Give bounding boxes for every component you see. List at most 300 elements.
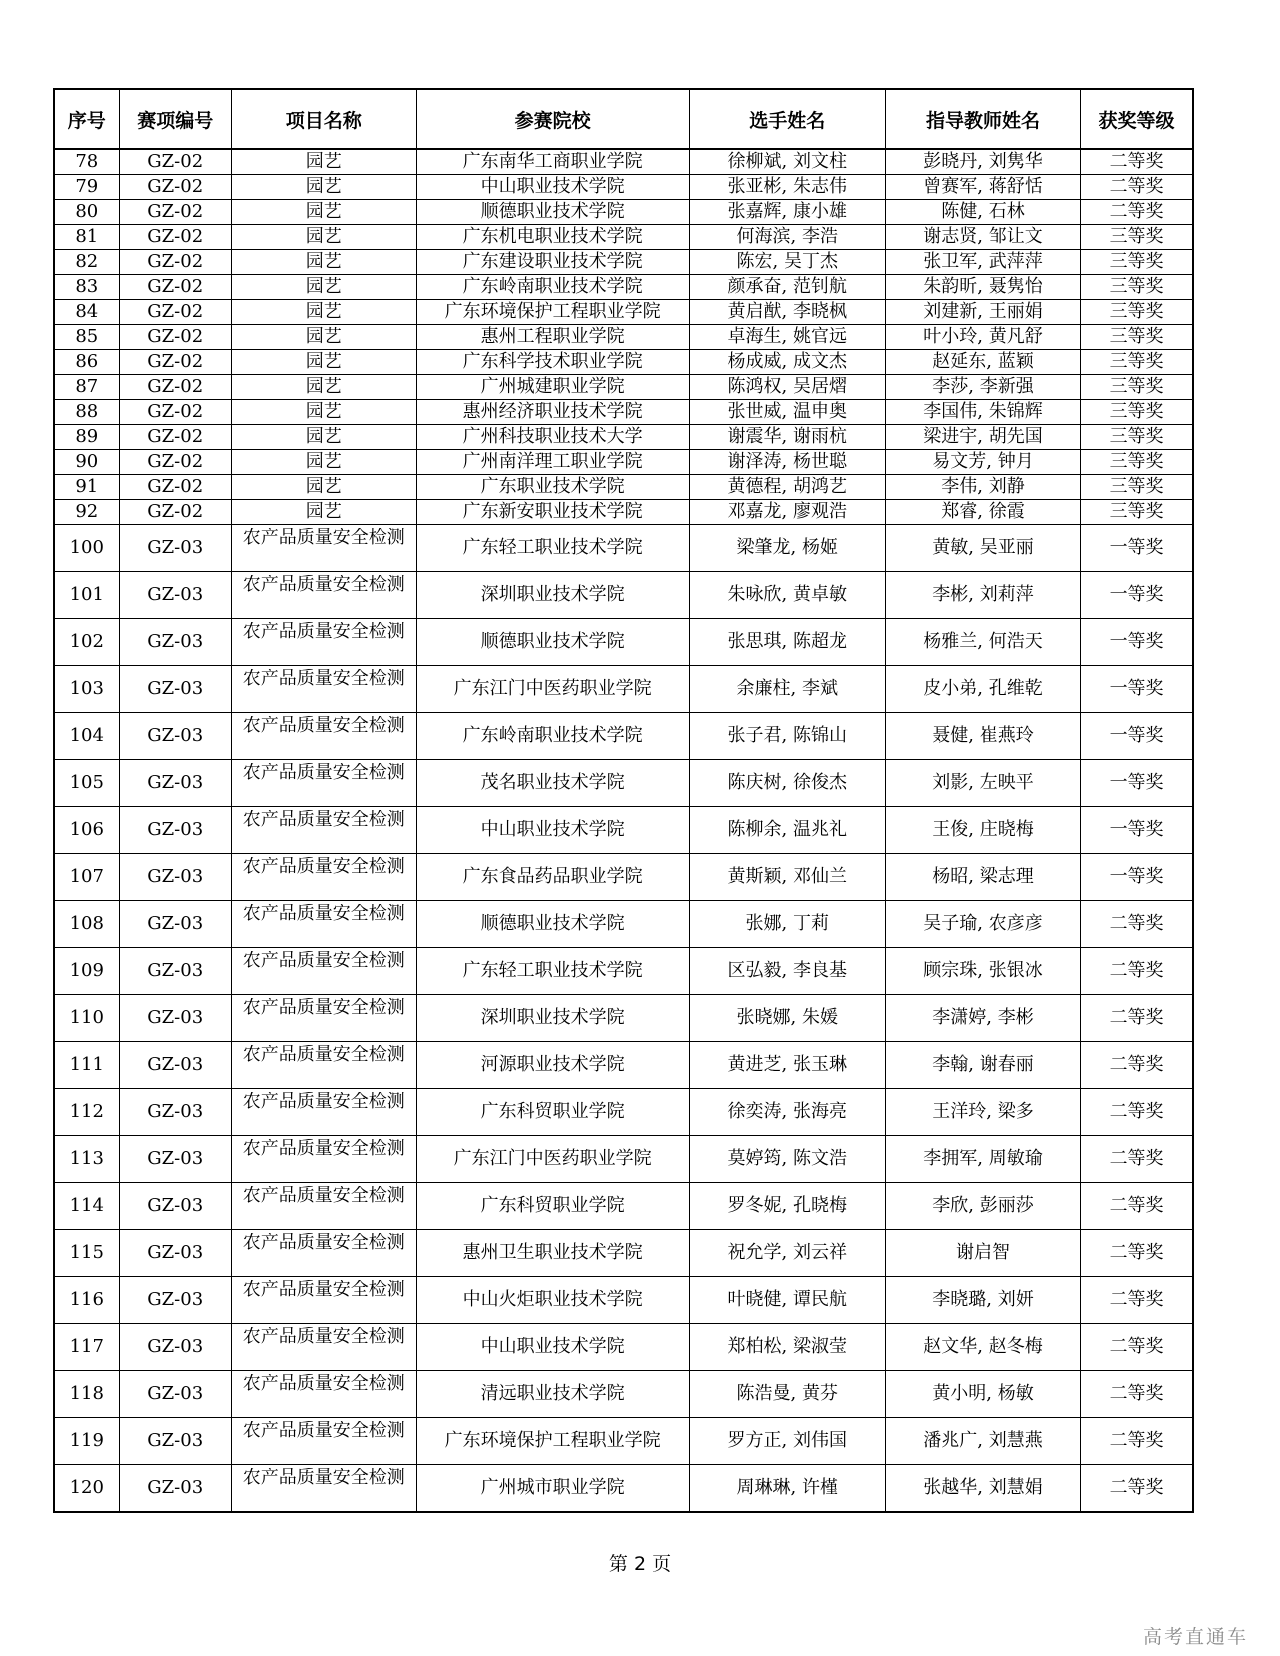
cell-award-level: 二等奖 (1081, 948, 1193, 995)
cell-contestants: 张晓娜, 朱媛 (689, 995, 885, 1042)
cell-event-code: GZ-03 (119, 713, 231, 760)
header-index: 序号 (54, 89, 119, 149)
table-row (54, 1089, 1193, 1136)
cell-school: 惠州工程职业学院 (416, 325, 689, 350)
cell-school: 中山职业技术学院 (416, 1324, 689, 1371)
cell-contestants: 杨成威, 成文杰 (689, 350, 885, 375)
cell-award-level: 二等奖 (1081, 1418, 1193, 1465)
table-row (54, 1183, 1193, 1230)
cell-event-code: GZ-02 (119, 175, 231, 200)
cell-index: 118 (54, 1371, 119, 1418)
header-instructors: 指导教师姓名 (885, 89, 1080, 149)
cell-school: 中山职业技术学院 (416, 175, 689, 200)
table-row (54, 1277, 1193, 1324)
cell-index: 105 (54, 760, 119, 807)
cell-instructors: 谢志贤, 邹让文 (885, 225, 1080, 250)
cell-index: 102 (54, 619, 119, 666)
cell-award-level: 三等奖 (1081, 450, 1193, 475)
cell-project-name (231, 1465, 416, 1513)
cell-award-level: 三等奖 (1081, 425, 1193, 450)
cell-event-code: GZ-02 (119, 400, 231, 425)
cell-event-code: GZ-03 (119, 572, 231, 619)
cell-award-level: 一等奖 (1081, 572, 1193, 619)
cell-instructors: 皮小弟, 孔维乾 (885, 666, 1080, 713)
project-name-text: 农产品质量安全检测 (242, 1233, 405, 1253)
cell-instructors: 吴子瑜, 农彦彦 (885, 901, 1080, 948)
cell-contestants: 黄德程, 胡鸿艺 (689, 475, 885, 500)
project-name-text: 农产品质量安全检测 (242, 1327, 405, 1347)
table-row (54, 300, 1193, 325)
cell-instructors: 李伟, 刘静 (885, 475, 1080, 500)
cell-contestants: 张亚彬, 朱志伟 (689, 175, 885, 200)
cell-award-level: 一等奖 (1081, 525, 1193, 572)
cell-contestants: 黄斯颖, 邓仙兰 (689, 854, 885, 901)
project-name-text: 农产品质量安全检测 (242, 857, 405, 877)
cell-instructors: 李晓璐, 刘妍 (885, 1277, 1080, 1324)
table-row (54, 425, 1193, 450)
table-row (54, 325, 1193, 350)
cell-school: 顺德职业技术学院 (416, 619, 689, 666)
cell-school: 顺德职业技术学院 (416, 901, 689, 948)
cell-award-level: 二等奖 (1081, 1230, 1193, 1277)
table-row (54, 995, 1193, 1042)
table-row (54, 450, 1193, 475)
cell-contestants: 朱咏欣, 黄卓敏 (689, 572, 885, 619)
cell-contestants: 黄启猷, 李晓枫 (689, 300, 885, 325)
cell-contestants: 陈庆树, 徐俊杰 (689, 760, 885, 807)
cell-school: 广东职业技术学院 (416, 475, 689, 500)
cell-index: 110 (54, 995, 119, 1042)
cell-award-level: 二等奖 (1081, 1089, 1193, 1136)
cell-contestants: 邓嘉龙, 廖观浩 (689, 500, 885, 525)
table-row (54, 619, 1193, 666)
cell-contestants: 徐奕涛, 张海亮 (689, 1089, 885, 1136)
cell-index: 89 (54, 425, 119, 450)
table-row (54, 713, 1193, 760)
table-header-row (54, 89, 1193, 149)
cell-index: 82 (54, 250, 119, 275)
cell-award-level: 三等奖 (1081, 325, 1193, 350)
cell-project-name (231, 572, 416, 619)
project-name-text: 农产品质量安全检测 (242, 669, 405, 689)
cell-index: 112 (54, 1089, 119, 1136)
cell-instructors: 郑睿, 徐霞 (885, 500, 1080, 525)
cell-event-code: GZ-03 (119, 948, 231, 995)
cell-school: 广东环境保护工程职业学院 (416, 1418, 689, 1465)
cell-index: 80 (54, 200, 119, 225)
cell-contestants: 陈柳余, 温兆礼 (689, 807, 885, 854)
cell-contestants: 张娜, 丁莉 (689, 901, 885, 948)
cell-award-level: 三等奖 (1081, 500, 1193, 525)
cell-award-level: 一等奖 (1081, 619, 1193, 666)
cell-school: 广东岭南职业技术学院 (416, 713, 689, 760)
cell-award-level: 二等奖 (1081, 1277, 1193, 1324)
cell-project-name (231, 1418, 416, 1465)
cell-event-code: GZ-03 (119, 1371, 231, 1418)
cell-instructors: 顾宗珠, 张银冰 (885, 948, 1080, 995)
cell-event-code: GZ-03 (119, 1277, 231, 1324)
project-name-text: 农产品质量安全检测 (242, 904, 405, 924)
cell-contestants: 谢泽涛, 杨世聪 (689, 450, 885, 475)
cell-award-level: 三等奖 (1081, 250, 1193, 275)
table-row (54, 1418, 1193, 1465)
project-name-text: 农产品质量安全检测 (242, 528, 405, 548)
cell-event-code: GZ-03 (119, 901, 231, 948)
cell-index: 106 (54, 807, 119, 854)
cell-index: 108 (54, 901, 119, 948)
cell-school: 广东科贸职业学院 (416, 1089, 689, 1136)
cell-school: 顺德职业技术学院 (416, 200, 689, 225)
cell-index: 103 (54, 666, 119, 713)
cell-index: 113 (54, 1136, 119, 1183)
cell-project-name: 园艺 (231, 375, 416, 400)
cell-instructors: 张越华, 刘慧娟 (885, 1465, 1080, 1513)
table-row (54, 760, 1193, 807)
cell-event-code: GZ-03 (119, 1324, 231, 1371)
table-row (54, 572, 1193, 619)
cell-index: 86 (54, 350, 119, 375)
cell-event-code: GZ-02 (119, 350, 231, 375)
table-row (54, 175, 1193, 200)
cell-index: 101 (54, 572, 119, 619)
table-row (54, 475, 1193, 500)
cell-school: 广东机电职业技术学院 (416, 225, 689, 250)
table-row (54, 666, 1193, 713)
cell-school: 广东科贸职业学院 (416, 1183, 689, 1230)
table-row (54, 250, 1193, 275)
cell-index: 90 (54, 450, 119, 475)
cell-event-code: GZ-02 (119, 500, 231, 525)
table-row (54, 275, 1193, 300)
cell-award-level: 二等奖 (1081, 1371, 1193, 1418)
cell-school: 广东环境保护工程职业学院 (416, 300, 689, 325)
cell-index: 111 (54, 1042, 119, 1089)
cell-index: 116 (54, 1277, 119, 1324)
cell-index: 119 (54, 1418, 119, 1465)
cell-index: 114 (54, 1183, 119, 1230)
cell-contestants: 周琳琳, 许槿 (689, 1465, 885, 1513)
cell-event-code: GZ-02 (119, 200, 231, 225)
cell-school: 中山火炬职业技术学院 (416, 1277, 689, 1324)
cell-project-name: 园艺 (231, 500, 416, 525)
cell-contestants: 罗冬妮, 孔晓梅 (689, 1183, 885, 1230)
cell-index: 92 (54, 500, 119, 525)
cell-event-code: GZ-03 (119, 1418, 231, 1465)
cell-index: 87 (54, 375, 119, 400)
cell-project-name (231, 1324, 416, 1371)
cell-contestants: 何海滨, 李浩 (689, 225, 885, 250)
cell-event-code: GZ-02 (119, 300, 231, 325)
cell-school: 广东江门中医药职业学院 (416, 1136, 689, 1183)
project-name-text: 农产品质量安全检测 (242, 1280, 405, 1300)
header-contestants: 选手姓名 (689, 89, 885, 149)
cell-contestants: 罗方正, 刘伟国 (689, 1418, 885, 1465)
cell-award-level: 三等奖 (1081, 375, 1193, 400)
cell-school: 广州城市职业学院 (416, 1465, 689, 1513)
cell-index: 88 (54, 400, 119, 425)
cell-instructors: 杨雅兰, 何浩天 (885, 619, 1080, 666)
table-row (54, 500, 1193, 525)
project-name-text: 农产品质量安全检测 (242, 763, 405, 783)
cell-event-code: GZ-03 (119, 807, 231, 854)
cell-event-code: GZ-02 (119, 475, 231, 500)
cell-index: 100 (54, 525, 119, 572)
cell-instructors: 彭晓丹, 刘隽华 (885, 149, 1080, 175)
cell-event-code: GZ-03 (119, 760, 231, 807)
cell-project-name: 园艺 (231, 300, 416, 325)
table-row (54, 225, 1193, 250)
cell-school: 广东新安职业技术学院 (416, 500, 689, 525)
cell-contestants: 陈浩曼, 黄芬 (689, 1371, 885, 1418)
project-name-text: 农产品质量安全检测 (242, 998, 405, 1018)
project-name-text: 农产品质量安全检测 (242, 810, 405, 830)
cell-contestants: 陈宏, 吴丁杰 (689, 250, 885, 275)
cell-award-level: 二等奖 (1081, 995, 1193, 1042)
cell-school: 广东科学技术职业学院 (416, 350, 689, 375)
cell-award-level: 二等奖 (1081, 1136, 1193, 1183)
cell-event-code: GZ-02 (119, 375, 231, 400)
cell-contestants: 卓海生, 姚官远 (689, 325, 885, 350)
cell-project-name (231, 1277, 416, 1324)
cell-event-code: GZ-03 (119, 525, 231, 572)
cell-project-name (231, 995, 416, 1042)
header-event-code: 赛项编号 (119, 89, 231, 149)
cell-event-code: GZ-03 (119, 854, 231, 901)
cell-award-level: 二等奖 (1081, 1324, 1193, 1371)
cell-index: 85 (54, 325, 119, 350)
cell-award-level: 三等奖 (1081, 275, 1193, 300)
cell-instructors: 聂健, 崔燕玲 (885, 713, 1080, 760)
cell-project-name (231, 1371, 416, 1418)
cell-school: 广东轻工职业技术学院 (416, 948, 689, 995)
cell-instructors: 刘建新, 王丽娟 (885, 300, 1080, 325)
cell-instructors: 张卫军, 武萍萍 (885, 250, 1080, 275)
cell-event-code: GZ-03 (119, 1042, 231, 1089)
cell-project-name: 园艺 (231, 450, 416, 475)
project-name-text: 农产品质量安全检测 (242, 575, 405, 595)
cell-project-name (231, 1183, 416, 1230)
cell-instructors: 李翰, 谢春丽 (885, 1042, 1080, 1089)
cell-award-level: 三等奖 (1081, 300, 1193, 325)
cell-instructors: 叶小玲, 黄凡舒 (885, 325, 1080, 350)
cell-index: 78 (54, 149, 119, 175)
cell-instructors: 赵文华, 赵冬梅 (885, 1324, 1080, 1371)
cell-award-level: 三等奖 (1081, 400, 1193, 425)
cell-instructors: 易文芳, 钟月 (885, 450, 1080, 475)
cell-contestants: 黄进芝, 张玉琳 (689, 1042, 885, 1089)
table-row (54, 1042, 1193, 1089)
cell-contestants: 徐柳斌, 刘文柱 (689, 149, 885, 175)
cell-school: 广东轻工职业技术学院 (416, 525, 689, 572)
cell-event-code: GZ-03 (119, 1136, 231, 1183)
cell-contestants: 谢震华, 谢雨杭 (689, 425, 885, 450)
cell-index: 83 (54, 275, 119, 300)
cell-project-name (231, 760, 416, 807)
cell-instructors: 曾赛军, 蒋舒恬 (885, 175, 1080, 200)
cell-instructors: 李潇婷, 李彬 (885, 995, 1080, 1042)
cell-project-name: 园艺 (231, 325, 416, 350)
cell-project-name (231, 948, 416, 995)
cell-contestants: 梁肇龙, 杨姬 (689, 525, 885, 572)
cell-event-code: GZ-03 (119, 1230, 231, 1277)
project-name-text: 农产品质量安全检测 (242, 1468, 405, 1488)
cell-award-level: 一等奖 (1081, 854, 1193, 901)
cell-instructors: 刘影, 左映平 (885, 760, 1080, 807)
cell-instructors: 李国伟, 朱锦辉 (885, 400, 1080, 425)
cell-school: 惠州经济职业技术学院 (416, 400, 689, 425)
table-row (54, 149, 1193, 175)
table-row (54, 1465, 1193, 1513)
cell-award-level: 一等奖 (1081, 713, 1193, 760)
cell-school: 广东食品药品职业学院 (416, 854, 689, 901)
cell-project-name (231, 901, 416, 948)
cell-event-code: GZ-02 (119, 425, 231, 450)
project-name-text: 农产品质量安全检测 (242, 1092, 405, 1112)
cell-school: 广州科技职业技术大学 (416, 425, 689, 450)
cell-school: 广州城建职业学院 (416, 375, 689, 400)
cell-event-code: GZ-02 (119, 325, 231, 350)
cell-contestants: 张思琪, 陈超龙 (689, 619, 885, 666)
cell-project-name (231, 1136, 416, 1183)
cell-contestants: 张嘉辉, 康小雄 (689, 200, 885, 225)
table-row (54, 400, 1193, 425)
cell-project-name (231, 713, 416, 760)
cell-school: 广东江门中医药职业学院 (416, 666, 689, 713)
watermark-logo: 高考直通车 (1142, 1626, 1248, 1648)
table-row (54, 375, 1193, 400)
cell-event-code: GZ-03 (119, 666, 231, 713)
cell-instructors: 李莎, 李新强 (885, 375, 1080, 400)
cell-school: 清远职业技术学院 (416, 1371, 689, 1418)
cell-index: 91 (54, 475, 119, 500)
project-name-text: 农产品质量安全检测 (242, 1374, 405, 1394)
cell-project-name: 园艺 (231, 225, 416, 250)
cell-instructors: 李拥军, 周敏瑜 (885, 1136, 1080, 1183)
table-row (54, 948, 1193, 995)
header-award-level: 获奖等级 (1081, 89, 1193, 149)
cell-contestants: 张子君, 陈锦山 (689, 713, 885, 760)
cell-instructors: 陈健, 石林 (885, 200, 1080, 225)
cell-index: 79 (54, 175, 119, 200)
cell-school: 惠州卫生职业技术学院 (416, 1230, 689, 1277)
cell-index: 117 (54, 1324, 119, 1371)
cell-award-level: 二等奖 (1081, 149, 1193, 175)
cell-project-name: 园艺 (231, 425, 416, 450)
cell-instructors: 朱韵昕, 聂隽怡 (885, 275, 1080, 300)
cell-project-name: 园艺 (231, 275, 416, 300)
cell-school: 中山职业技术学院 (416, 807, 689, 854)
cell-project-name (231, 854, 416, 901)
cell-project-name (231, 1042, 416, 1089)
table-row (54, 1324, 1193, 1371)
cell-index: 120 (54, 1465, 119, 1513)
project-name-text: 农产品质量安全检测 (242, 1139, 405, 1159)
cell-contestants: 郑柏松, 梁淑莹 (689, 1324, 885, 1371)
cell-instructors: 黄敏, 吴亚丽 (885, 525, 1080, 572)
cell-project-name: 园艺 (231, 200, 416, 225)
cell-school: 广东建设职业技术学院 (416, 250, 689, 275)
cell-instructors: 王俊, 庄晓梅 (885, 807, 1080, 854)
cell-award-level: 三等奖 (1081, 475, 1193, 500)
cell-instructors: 梁进宇, 胡先国 (885, 425, 1080, 450)
cell-award-level: 一等奖 (1081, 807, 1193, 854)
cell-event-code: GZ-03 (119, 619, 231, 666)
cell-project-name: 园艺 (231, 350, 416, 375)
cell-contestants: 莫婷筠, 陈文浩 (689, 1136, 885, 1183)
cell-project-name: 园艺 (231, 475, 416, 500)
table-row (54, 807, 1193, 854)
cell-contestants: 张世威, 温申奥 (689, 400, 885, 425)
cell-school: 广州南洋理工职业学院 (416, 450, 689, 475)
table-row (54, 350, 1193, 375)
cell-event-code: GZ-02 (119, 450, 231, 475)
header-school: 参赛院校 (416, 89, 689, 149)
project-name-text: 农产品质量安全检测 (242, 622, 405, 642)
cell-project-name: 园艺 (231, 175, 416, 200)
project-name-text: 农产品质量安全检测 (242, 716, 405, 736)
table-row (54, 200, 1193, 225)
cell-project-name (231, 1089, 416, 1136)
cell-award-level: 二等奖 (1081, 1465, 1193, 1513)
cell-event-code: GZ-02 (119, 149, 231, 175)
table-row (54, 901, 1193, 948)
cell-project-name (231, 1230, 416, 1277)
project-name-text: 农产品质量安全检测 (242, 1045, 405, 1065)
table-row (54, 1136, 1193, 1183)
cell-contestants: 祝允学, 刘云祥 (689, 1230, 885, 1277)
cell-contestants: 区弘毅, 李良基 (689, 948, 885, 995)
cell-instructors: 李彬, 刘莉萍 (885, 572, 1080, 619)
cell-project-name (231, 619, 416, 666)
cell-project-name (231, 666, 416, 713)
cell-instructors: 谢启智 (885, 1230, 1080, 1277)
table-row (54, 1371, 1193, 1418)
cell-instructors: 李欣, 彭丽莎 (885, 1183, 1080, 1230)
cell-event-code: GZ-03 (119, 1089, 231, 1136)
cell-event-code: GZ-02 (119, 250, 231, 275)
cell-award-level: 三等奖 (1081, 225, 1193, 250)
cell-instructors: 黄小明, 杨敏 (885, 1371, 1080, 1418)
cell-event-code: GZ-02 (119, 225, 231, 250)
cell-instructors: 杨昭, 梁志理 (885, 854, 1080, 901)
cell-award-level: 二等奖 (1081, 1042, 1193, 1089)
cell-school: 深圳职业技术学院 (416, 995, 689, 1042)
cell-project-name: 园艺 (231, 400, 416, 425)
cell-contestants: 叶晓健, 谭民航 (689, 1277, 885, 1324)
cell-contestants: 余廉柱, 李斌 (689, 666, 885, 713)
cell-project-name (231, 807, 416, 854)
cell-index: 107 (54, 854, 119, 901)
cell-school: 广东岭南职业技术学院 (416, 275, 689, 300)
cell-award-level: 二等奖 (1081, 1183, 1193, 1230)
cell-index: 84 (54, 300, 119, 325)
cell-school: 茂名职业技术学院 (416, 760, 689, 807)
cell-award-level: 一等奖 (1081, 666, 1193, 713)
project-name-text: 农产品质量安全检测 (242, 951, 405, 971)
cell-project-name: 园艺 (231, 250, 416, 275)
cell-instructors: 潘兆广, 刘慧燕 (885, 1418, 1080, 1465)
cell-school: 深圳职业技术学院 (416, 572, 689, 619)
cell-index: 81 (54, 225, 119, 250)
cell-award-level: 二等奖 (1081, 175, 1193, 200)
cell-contestants: 陈鸿权, 吴居熠 (689, 375, 885, 400)
cell-project-name: 园艺 (231, 149, 416, 175)
table-row (54, 1230, 1193, 1277)
cell-event-code: GZ-02 (119, 275, 231, 300)
cell-event-code: GZ-03 (119, 1465, 231, 1513)
cell-school: 广东南华工商职业学院 (416, 149, 689, 175)
cell-school: 河源职业技术学院 (416, 1042, 689, 1089)
